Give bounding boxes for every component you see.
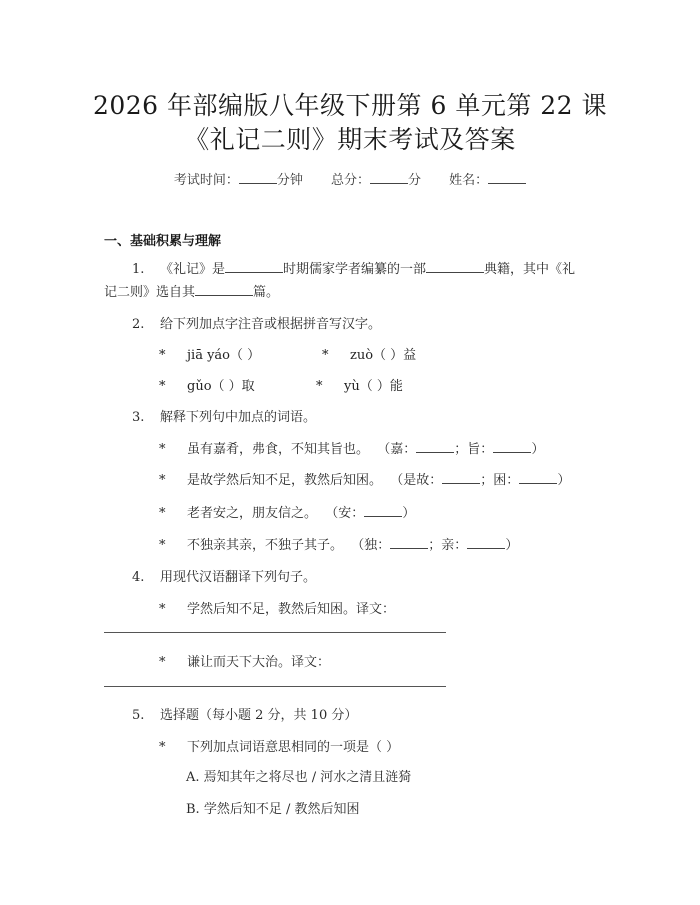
bullet-star: * bbox=[159, 473, 166, 488]
student-name-label: 姓名： bbox=[449, 173, 489, 188]
closing-paren: ） bbox=[557, 473, 571, 488]
choice-option-a[interactable]: A. 焉知其年之将尽也 / 河水之清且涟猗 bbox=[186, 770, 412, 785]
question-5 bbox=[132, 705, 357, 727]
pinyin-item bbox=[316, 376, 403, 398]
definition-item bbox=[159, 503, 415, 525]
question-text: 记二则》选自其 bbox=[104, 285, 196, 300]
exam-time-blank[interactable] bbox=[239, 171, 277, 184]
closing-paren: ） bbox=[531, 442, 545, 457]
translation-prompt: 谦让而天下大治。译文： bbox=[187, 655, 331, 670]
bullet-star: * bbox=[316, 379, 323, 394]
pinyin-text: zuò（ ）益 bbox=[350, 348, 417, 363]
question-text: 解释下列句中加点的词语。 bbox=[160, 410, 317, 425]
total-score-unit: 分 bbox=[408, 173, 422, 188]
choice-question bbox=[159, 737, 399, 759]
exam-time-label: 考试时间： bbox=[173, 173, 239, 188]
sentence-text: 是故学然后知不足，教然后知困。 bbox=[187, 473, 383, 488]
pinyin-text: jiā yáo（ ） bbox=[187, 348, 261, 363]
student-name-field bbox=[449, 173, 526, 188]
keyword-label: ；旨： bbox=[454, 442, 494, 457]
keyword-label: ；亲： bbox=[428, 538, 468, 553]
pinyin-item bbox=[322, 345, 416, 367]
question-number: 3. bbox=[132, 410, 145, 425]
question-number: 4. bbox=[132, 570, 145, 585]
translation-item bbox=[159, 599, 395, 621]
exam-time-field bbox=[174, 173, 307, 188]
answer-blank[interactable] bbox=[225, 260, 283, 273]
answer-blank[interactable] bbox=[442, 471, 480, 484]
bullet-star: * bbox=[159, 655, 166, 670]
question-text: 给下列加点字注音或根据拼音写汉字。 bbox=[160, 317, 382, 332]
answer-blank[interactable] bbox=[519, 471, 557, 484]
question-text: 《礼记》是 bbox=[160, 262, 226, 277]
question-text: 时期儒家学者编纂的一部 bbox=[283, 262, 427, 277]
keyword-label: ；困： bbox=[480, 473, 520, 488]
page-title-line-2: 《礼记二则》期末考试及答案 bbox=[184, 125, 516, 154]
translation-prompt: 学然后知不足，教然后知困。译文： bbox=[187, 602, 396, 617]
page-title-line-1: 2026 年部编版八年级下册第 6 单元第 22 课 bbox=[92, 91, 608, 120]
translation-item bbox=[159, 652, 330, 674]
definition-item bbox=[159, 535, 518, 557]
answer-blank[interactable] bbox=[390, 536, 428, 549]
bullet-star: * bbox=[159, 379, 166, 394]
keyword-label: （独： bbox=[351, 538, 391, 553]
student-name-blank[interactable] bbox=[488, 171, 526, 184]
question-text: 选择题（每小题 2 分，共 10 分） bbox=[160, 708, 358, 723]
bullet-star: * bbox=[159, 348, 166, 363]
exam-time-unit: 分钟 bbox=[276, 173, 303, 188]
definition-item bbox=[159, 439, 544, 461]
question-text: 典籍，其中《礼 bbox=[484, 262, 576, 277]
question-number: 5. bbox=[132, 708, 145, 723]
choice-option-b[interactable]: B. 学然后知不足 / 教然后知困 bbox=[186, 802, 360, 817]
section-heading: 一、基础积累与理解 bbox=[104, 234, 222, 249]
exam-info-row bbox=[0, 169, 700, 188]
total-score-field bbox=[331, 173, 425, 188]
keyword-label: （是故： bbox=[390, 473, 443, 488]
keyword-label: （嘉： bbox=[377, 442, 417, 457]
bullet-star: * bbox=[322, 348, 329, 363]
sentence-text: 不独亲其亲，不独子其子。 bbox=[187, 538, 344, 553]
answer-blank[interactable] bbox=[493, 440, 531, 453]
bullet-star: * bbox=[159, 538, 166, 553]
translation-answer-line[interactable] bbox=[104, 686, 446, 687]
pinyin-text: yù（ ）能 bbox=[344, 379, 403, 394]
pinyin-text: gǔo（ ）取 bbox=[187, 379, 255, 394]
sentence-text: 老者安之，朋友信之。 bbox=[187, 506, 318, 521]
definition-item bbox=[159, 470, 570, 492]
translation-answer-line[interactable] bbox=[104, 632, 446, 633]
sentence-text: 虽有嘉肴，弗食，不知其旨也。 bbox=[187, 442, 370, 457]
bullet-star: * bbox=[159, 602, 166, 617]
answer-blank[interactable] bbox=[364, 504, 402, 517]
bullet-star: * bbox=[159, 506, 166, 521]
bullet-star: * bbox=[159, 740, 166, 755]
total-score-blank[interactable] bbox=[370, 171, 408, 184]
answer-blank[interactable] bbox=[426, 260, 484, 273]
question-3 bbox=[132, 407, 316, 429]
closing-paren: ） bbox=[402, 506, 416, 521]
question-text: 篇。 bbox=[253, 285, 280, 300]
answer-blank[interactable] bbox=[195, 283, 253, 296]
question-number: 1. bbox=[132, 262, 145, 277]
total-score-label: 总分： bbox=[330, 173, 370, 188]
keyword-label: （安： bbox=[325, 506, 365, 521]
closing-paren: ） bbox=[505, 538, 519, 553]
question-2 bbox=[132, 314, 381, 336]
bullet-star: * bbox=[159, 442, 166, 457]
pinyin-item bbox=[159, 376, 255, 398]
question-number: 2. bbox=[132, 317, 145, 332]
question-4 bbox=[132, 567, 316, 589]
question-1-line-1 bbox=[132, 259, 575, 281]
question-text: 用现代汉语翻译下列句子。 bbox=[160, 570, 317, 585]
pinyin-item bbox=[159, 345, 260, 367]
question-1-line-2 bbox=[104, 282, 279, 304]
answer-blank[interactable] bbox=[467, 536, 505, 549]
answer-blank[interactable] bbox=[416, 440, 454, 453]
choice-question-text: 下列加点词语意思相同的一项是（ ） bbox=[187, 740, 400, 755]
